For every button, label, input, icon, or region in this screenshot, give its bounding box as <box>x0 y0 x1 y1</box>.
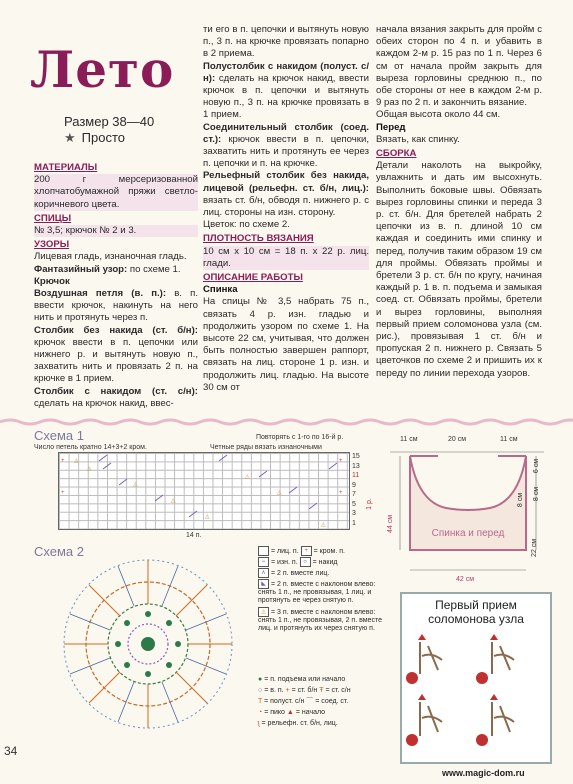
description-heading: ОПИСАНИЕ РАБОТЫ <box>203 272 303 284</box>
chain-text: в. п. ввести крючок, накинуть на него нить и протянуть через п. <box>34 288 198 324</box>
scheme1-note-even: Четные ряды вязать изнаночными <box>210 444 322 451</box>
step-4: 4 <box>478 723 483 732</box>
hook-label: Крючок <box>34 275 70 287</box>
materials-heading: МАТЕРИАЛЫ <box>34 162 98 173</box>
start-arrow-icon: ▲ <box>286 709 294 716</box>
density-text: 10 см х 10 см = 18 п. х 22 р. лиц. глади. <box>203 245 369 269</box>
sc-icon: + <box>285 687 290 694</box>
chart-width-label: 14 п. <box>186 532 202 539</box>
legend-text: = накид <box>312 559 338 566</box>
scheme1-note-count: Число петель кратно 14+3+2 кром. <box>34 444 147 451</box>
hdc-text: сделать на крючок накид, ввести крючок в п. цепочки и вытянуть новую п., 3 п. на крючке провязать в 1 прием. <box>203 72 369 121</box>
column-assembly <box>376 24 542 386</box>
legend-text: = пико <box>264 709 285 716</box>
difficulty-row <box>64 130 154 146</box>
sk2p-icon: ◬ <box>258 607 269 617</box>
step-3: 3 <box>408 723 413 732</box>
slst-label: Соединительный столбик (соед. ст.): <box>203 121 369 145</box>
hdc-label: Полустолбик с накидом (полуст. с/н): <box>203 60 369 84</box>
star-icon: ★ <box>64 130 76 145</box>
legend-text: = лиц. п. <box>271 548 299 555</box>
legend-row <box>258 607 388 633</box>
dim-top-middle: 20 см <box>448 436 467 443</box>
legend-text: = изн. п. <box>271 559 298 566</box>
svg-text:◬: ◬ <box>277 490 282 496</box>
sc-text: крючок ввести в п. цепочки или нижнего р. и вытянуть новую п., захватить нить и провязать 2 п. на крючке в 1 прием. <box>34 336 198 385</box>
hdc-icon: T <box>258 698 263 705</box>
svg-text:◬: ◬ <box>171 498 176 504</box>
c2-p1: ти его в п. цепочки и вытянуть новую п., 3 п. на крючке провязать попарно в 2 приема. <box>203 24 369 60</box>
assembly-text: Детали наколоть на выкройку, увлажнить и дать им высохнуть. Выполнить боковые швы. Обвязать вырез горловины спинки и переда 3 р. ст. б/н. Для бретелей набрать 2 цепочки из в. п. длиной 10 см каждая и соединить ими спинку и перед, получив таким образом 19 см для проймы. Обвязать проймы и бретели 3 р. ст. б/н по кругу, начиная каждый р. 1 в. п. подъема и замыкая соед. ст. Обвязать проймы, бретели и вырез горловины, выполняя первый прием соломонова узла (см. рис.), провязывая 1 ст. б/н и пропуская 2 п. нижнего р. Связать 5 цветочков по схеме 2 и пришить их к переду по линии перехода узоров. <box>376 160 542 379</box>
dim-total-height: 44 см <box>387 514 395 534</box>
page-title: Лето <box>30 40 175 99</box>
fancy-pattern-text: по схеме 1. <box>129 263 181 275</box>
density-heading: ПЛОТНОСТЬ ВЯЗАНИЯ <box>203 233 314 245</box>
row-num: 11 <box>352 472 360 479</box>
legend-knit <box>258 546 388 633</box>
site-watermark[interactable]: www.magic-dom.ru <box>442 768 525 778</box>
legend-text: = в. п. <box>264 687 284 694</box>
dim-h3: 8 см <box>517 492 525 508</box>
dim-bottom-width: 42 см <box>456 576 475 583</box>
garment-pattern <box>390 432 544 592</box>
garment-label: Спинка и перед <box>431 528 505 539</box>
legend-text: = кром. п. <box>313 548 345 555</box>
dim-h4: 22 см <box>531 538 539 558</box>
step-2: 2 <box>478 661 483 670</box>
relief-sc-icon: ʅ <box>258 720 260 727</box>
purl-icon: − <box>258 557 269 567</box>
patterns-heading: УЗОРЫ <box>34 239 70 251</box>
solomon-steps <box>402 626 550 754</box>
scheme2-label: Схема 2 <box>34 544 84 559</box>
svg-text:◬: ◬ <box>87 466 92 472</box>
patterns-p2 <box>34 264 198 276</box>
row-num: 9 <box>352 481 356 489</box>
back-heading: Спинка <box>203 284 238 296</box>
c3-p1: начала вязания закрыть для пройм с обеих сторон по 4 п. и убавить в каждом 2-м р. 15 раз по 1 п. Через 6 см от начала пройм закрыть для выреза горловины среднюю п., по обе стороны от нее в каждом 2-м р. 9 раз по 2 п. и закончить вязание. <box>376 24 542 109</box>
svg-text:+: + <box>61 458 65 464</box>
materials-text: 200 г мерсеризованной хлопчатобумажной пряжи светло-коричневого цвета. <box>34 174 198 210</box>
legend-text: = 2 п. вместе лиц. <box>271 570 330 577</box>
chain-label: Воздушная петля (в. п.): <box>34 288 167 300</box>
size-info <box>64 114 154 146</box>
svg-text:◬: ◬ <box>74 458 79 464</box>
dc-icon: Ŧ <box>319 687 324 694</box>
step-1: 1 <box>408 661 413 670</box>
knit-icon <box>258 546 269 556</box>
fancy-pattern-label: Фантазийный узор: <box>34 263 128 275</box>
column-materials <box>34 160 198 418</box>
svg-text:◬: ◬ <box>245 474 250 480</box>
legend-text: = начало <box>295 709 326 716</box>
legend-row <box>258 718 394 729</box>
legend-text: = 2 п. вместе с наклоном влево: снять 1 п., не провязывая, 1 лиц. и протянуть ее через снятую п. <box>258 580 376 604</box>
back-text: На спицы № 3,5 набрать 75 п., связать 4 р. изн. гладью и продолжить узором по схеме 1. На высоте 22 см, учитывая, что должен быть полностью завершен раппорт, связать на лиц. стороне 1 р. изн. и продолжить лиц. гладью. На высоте 30 см от <box>203 296 369 393</box>
svg-text:◬: ◬ <box>133 482 138 488</box>
rapport-label: 1 р. <box>365 498 373 510</box>
row-num: 7 <box>352 491 356 498</box>
solomon-knot-box <box>400 592 552 764</box>
dim-top-right: 11 см <box>500 436 518 443</box>
svg-text:+: + <box>339 490 343 496</box>
legend-text: = п. подъема или начало <box>264 676 346 683</box>
assembly-heading: СБОРКА <box>376 148 417 160</box>
dim-h2: 8 см <box>533 486 541 502</box>
chain-stitch-icon: ○ <box>258 687 263 694</box>
svg-text:◬: ◬ <box>205 514 210 520</box>
dim-h1: 6 см <box>533 458 541 474</box>
wavy-divider <box>0 418 573 426</box>
svg-text:+: + <box>339 458 343 464</box>
scheme1-note-repeat: Повторять с 1-го по 16-й р. <box>256 434 344 441</box>
legend-text: = ст. б/н <box>291 687 318 694</box>
yarn-over-icon: ○ <box>300 557 311 567</box>
row-numbers <box>352 452 360 528</box>
front-text: Вязать, как спинку. <box>376 133 460 145</box>
legend-row <box>258 685 394 696</box>
needles-heading: СПИЦЫ <box>34 212 72 224</box>
legend-text: = 3 п. вместе с наклоном влево: снять 1 п., не провязывая, 2 п. вместе лиц. и протянуть их через снятую п. <box>258 608 382 632</box>
legend-text: = соед. ст. <box>315 698 349 705</box>
legend-row <box>258 546 388 557</box>
slip-stitch-icon: ⌒ <box>306 698 314 705</box>
slst-text: крючок ввести в п. цепочки, захватить нить и протянуть ее через п. цепочки и п. на крючке. <box>203 133 369 170</box>
row-num: 5 <box>352 500 356 508</box>
legend-text: = ст. с/н <box>325 687 351 694</box>
skp-icon: ◣ <box>258 579 269 589</box>
solomon-title: Первый прием соломонова узла <box>428 598 524 626</box>
row-num: 13 <box>352 462 360 470</box>
dc-label: Столбик с накидом (ст. с/н): <box>34 385 198 397</box>
legend-text: = рельефн. ст. б/н, лиц. <box>261 720 338 727</box>
legend-row <box>258 579 388 605</box>
scheme1-label: Схема 1 <box>34 428 84 443</box>
legend-crochet <box>258 674 394 729</box>
sc-label: Столбик без накида (ст. б/н): <box>34 324 198 336</box>
legend-row <box>258 568 388 579</box>
picot-icon: ◔ <box>258 709 263 716</box>
legend-row <box>258 674 394 685</box>
dc-text: сделать на крючок накид, ввес- <box>34 397 174 409</box>
edge-stitch-icon: + <box>301 546 312 556</box>
relief-label: Рельефный столбик без накида, лицевой (рельефн. ст. б/н, лиц.): <box>203 170 369 194</box>
knitting-chart-symbols <box>59 453 349 529</box>
legend-text: = полуст. с/н <box>264 698 305 705</box>
row-num: 15 <box>352 453 360 460</box>
svg-text:◬: ◬ <box>321 522 326 528</box>
row-num: 1 <box>352 519 356 527</box>
dim-top-left: 11 см <box>400 436 418 443</box>
legend-row <box>258 696 394 707</box>
front-heading: Перед <box>376 121 406 133</box>
patterns-p1: Лицевая гладь, изнаночная гладь. <box>34 251 187 263</box>
legend-row <box>258 557 388 568</box>
start-chain-icon: ● <box>258 676 263 683</box>
page-number: 34 <box>4 744 18 758</box>
k2tog-icon: ∧ <box>258 568 269 578</box>
flower-text: Цветок: по схеме 2. <box>203 219 290 231</box>
column-techniques <box>203 24 369 418</box>
garment-outline <box>390 432 544 592</box>
difficulty-label: Просто <box>81 130 125 145</box>
knitting-chart <box>58 452 350 530</box>
row-num: 3 <box>352 510 356 517</box>
relief-text: вязать ст. б/н, обводя п. нижнего р. с лиц. стороны на изн. сторону. <box>203 194 369 219</box>
size-label: Размер 38—40 <box>64 114 155 129</box>
svg-text:+: + <box>61 490 65 496</box>
needles-text: № 3,5; крючок № 2 и 3. <box>34 225 198 237</box>
total-height: Общая высота около 44 см. <box>376 109 501 121</box>
legend-row <box>258 707 394 718</box>
flower-diagram <box>36 552 254 732</box>
